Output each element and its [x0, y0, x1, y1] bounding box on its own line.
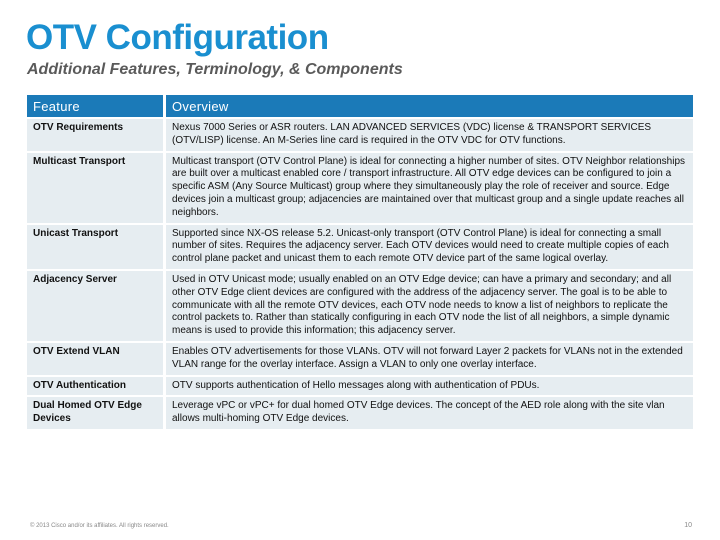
feature-cell: Dual Homed OTV Edge Devices [27, 397, 166, 429]
column-header-overview: Overview [166, 95, 693, 117]
feature-cell: OTV Authentication [27, 377, 166, 396]
table-header-row [27, 95, 693, 117]
overview-cell: Nexus 7000 Series or ASR routers. LAN ADVANCED SERVICES (VDC) license & TRANSPORT SERVICES (OTV/LISP) license. An M-Series line card is required in the OTV VDC for OTV functions. [166, 119, 693, 151]
table-row [27, 343, 693, 375]
overview-cell: Enables OTV advertisements for those VLANs. OTV will not forward Layer 2 packets for VLANs not in the extended VLAN range for the overlay interface. Assign a VLAN to only one overlay interface. [166, 343, 693, 375]
overview-cell: Used in OTV Unicast mode; usually enabled on an OTV Edge device; can have a primary and secondary; and all other OTV Edge client devices are configured with the address of the adjacency server. The goal is to be able to communicate with all the remote OTV devices, each OTV node needs to know a list of neighbors to replicate the control packets to. Rather than statically configuring in each OTV node the list of all neighbors, a simple dynamic means is used to provide this information; this adjacency server. [166, 271, 693, 341]
overview-cell: Leverage vPC or vPC+ for dual homed OTV Edge devices. The concept of the AED role along with the site vlan allows multi-homing OTV Edge devices. [166, 397, 693, 429]
column-header-feature: Feature [27, 95, 166, 117]
feature-cell: Unicast Transport [27, 225, 166, 269]
features-table [27, 93, 693, 431]
table-row [27, 225, 693, 269]
table-row [27, 377, 693, 396]
feature-cell: OTV Requirements [27, 119, 166, 151]
page-title: OTV Configuration [26, 18, 329, 57]
page-subtitle: Additional Features, Terminology, & Components [27, 61, 403, 78]
table-row [27, 119, 693, 151]
overview-cell: Multicast transport (OTV Control Plane) is ideal for connecting a higher number of sites. OTV Neighbor relationships are built over a multicast enabled core / transport infrastructure. All OTV edge devices can be configured to join a specific ASM (Any Source Multicast) group where they simultaneously play the role of receiver and source. Edge devices join a multicast group; adjacencies are maintained over that multicast group and a single update reaches all neighbors. [166, 153, 693, 223]
page-number: 10 [684, 522, 692, 529]
table-row [27, 153, 693, 223]
table-row [27, 397, 693, 429]
feature-cell: Adjacency Server [27, 271, 166, 341]
overview-cell: OTV supports authentication of Hello messages along with authentication of PDUs. [166, 377, 693, 396]
copyright-footer: © 2013 Cisco and/or its affiliates. All rights reserved. [30, 523, 169, 529]
feature-cell: OTV Extend VLAN [27, 343, 166, 375]
table-row [27, 271, 693, 341]
overview-cell: Supported since NX-OS release 5.2. Unicast-only transport (OTV Control Plane) is ideal for connecting a small number of sites. Requires the adjacency server. Each OTV devices would need to create multiple copies of each control plane packet and unicast them to each remote OTV device part of the same logical overlay. [166, 225, 693, 269]
feature-cell: Multicast Transport [27, 153, 166, 223]
